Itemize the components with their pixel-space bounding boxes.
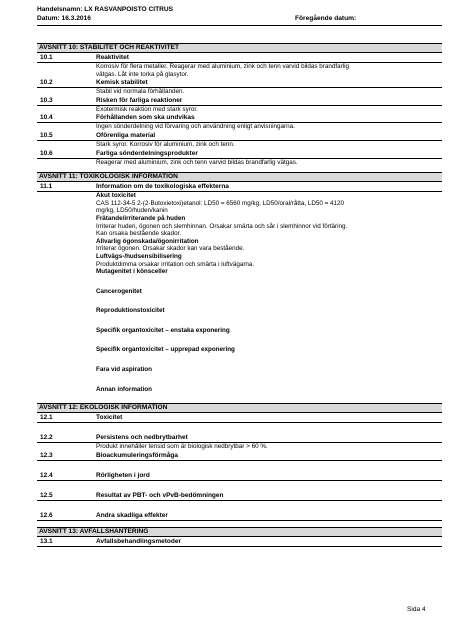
subsection-number: 12.4 — [40, 471, 53, 479]
text-line: Exotermisk reaktion med stark syror. — [96, 105, 198, 113]
mutagenicity-title: Mutagenitet i könsceller — [96, 268, 168, 276]
subsection-number: 10.6 — [40, 149, 53, 157]
subsection-10-2-text — [37, 88, 442, 96]
reproductive-toxicity-title: Reproduktionstoxicitet — [96, 307, 165, 315]
text-line: Irriterar huden, ögonen och slemhinnan. Orsakar smärta och sår i slemhinnor vid förtäring. — [96, 222, 348, 230]
other-info-title: Annan information — [96, 385, 152, 393]
section-11-heading: AVSNITT 11: TOXIKOLOGISK INFORMATION — [37, 172, 442, 182]
text-line: Kan orsaka bestående skador. — [96, 230, 182, 238]
subsection-12-4 — [37, 471, 442, 481]
text-line: Stabil vid normala förhållanden. — [96, 88, 185, 96]
subsection-number: 10.3 — [40, 96, 53, 104]
subsection-10-4-text — [37, 123, 442, 131]
subsection-number: 12.5 — [40, 491, 53, 499]
subsection-12-3 — [37, 451, 442, 461]
subsection-title: Risken för farliga reaktioner — [96, 96, 183, 104]
subsection-13-1 — [37, 537, 442, 547]
subsection-number: 10.1 — [40, 54, 53, 61]
subsection-title: Information om de toxikologiska effekterna — [96, 183, 229, 191]
subsection-12-6 — [37, 511, 442, 521]
subsection-title: Andra skadliga effekter — [96, 511, 168, 519]
subsection-12-5 — [37, 491, 442, 501]
text-line: Stark syror. Korrosiv för aluminium, zink och tenn. — [96, 140, 235, 148]
subsection-10-5 — [37, 131, 442, 141]
acute-toxicity-title: Akut toxicitet — [96, 192, 136, 200]
document-content — [37, 43, 442, 547]
header-divider — [37, 25, 442, 26]
subsection-number: 12.2 — [40, 434, 53, 442]
subsection-title: Avfallsbehandlingsmetoder — [96, 537, 181, 545]
subsection-10-1-text — [37, 63, 442, 78]
text-line: Produktdimma orsakar irritation och smärta i luftvägarna. — [96, 260, 255, 268]
subsection-number: 12.1 — [40, 414, 53, 422]
text-line: Produkt innehåller tensid som är biologisk nedbrytbar > 60 %. — [96, 443, 268, 451]
subsection-12-1 — [37, 413, 442, 423]
document-date: Datum: 16.3.2016 — [37, 15, 91, 22]
carcinogenicity-title: Cancerogenitet — [96, 287, 142, 295]
aspiration-title: Fara vid aspiration — [96, 366, 152, 374]
subsection-title: Reaktivitet — [96, 54, 129, 61]
text-line: mg/kg, LD50/huden/kanin — [96, 207, 168, 215]
text-line: CAS 112-34-5 2-(2-Butoxietoxi)etanol: LD50 = 6560 mg/kg, LD50/oral/råtta, LD50 = 4120 — [96, 199, 345, 207]
subsection-number: 13.1 — [40, 537, 53, 545]
section-12-heading: AVSNITT 12: EKOLOGISK INFORMATION — [37, 403, 442, 413]
subsection-title: Resultat av PBT- och vPvB-bedömningen — [96, 491, 224, 499]
subsection-10-3 — [37, 96, 442, 106]
subsection-number: 10.2 — [40, 79, 53, 87]
document-header — [37, 5, 437, 23]
subsection-11-1-text — [37, 192, 442, 393]
stot-single-title: Specifik organtoxicitet – enstaka exponering — [96, 326, 230, 334]
subsection-number: 11.1 — [40, 183, 53, 191]
text-line: Irriterar ögonen. Orsakar skador kan vara bestående. — [96, 245, 245, 253]
subsection-10-4 — [37, 113, 442, 123]
date-row — [37, 14, 437, 23]
subsection-12-2 — [37, 433, 442, 443]
subsection-10-6-text — [37, 159, 442, 167]
subsection-title: Kemisk stabilitet — [96, 79, 148, 87]
product-name: Handelsnamn: LX RASVANPOISTO CITRUS — [37, 6, 174, 13]
subsection-title: Toxicitet — [96, 414, 123, 422]
subsection-number: 12.6 — [40, 511, 53, 519]
text-line: Reagerar med aluminium, zink och tenn varvid bildas brandfarlig vätgas. — [96, 158, 298, 166]
subsection-title: Förhållanden som ska undvikas — [96, 114, 195, 122]
subsection-title: Persistens och nedbrytbarhet — [96, 434, 188, 442]
subsection-number: 12.3 — [40, 451, 53, 459]
subsection-11-1 — [37, 182, 442, 192]
subsection-number: 10.5 — [40, 131, 53, 139]
subsection-10-2 — [37, 78, 442, 88]
subsection-title: Rörligheten i jord — [96, 471, 150, 479]
text-line: Korrosiv för flera metaller. Reagerar med aluminium, zink och tenn varvid bildas brandfarlig — [96, 63, 350, 70]
subsection-10-5-text — [37, 141, 442, 149]
subsection-number: 10.4 — [40, 114, 53, 122]
text-line: Ingen sönderdelning vid förvaring och användning enligt anvisningarna. — [96, 123, 295, 131]
section-13-heading: AVSNITT 13: AVFALLSHANTERING — [37, 527, 442, 537]
page-number: Sida 4 — [407, 606, 426, 613]
skin-irritation-title: Frätande/irriterande på huden — [96, 214, 186, 222]
subsection-title: Bioackumuleringsförmåga — [96, 451, 178, 459]
subsection-title: Farliga sönderdelningsprodukter — [96, 149, 198, 157]
subsection-10-3-text — [37, 106, 442, 114]
sensitisation-title: Luftvägs-/hudsensibilisering — [96, 252, 182, 260]
text-line: vätgas. Låt inte torka på glasytor. — [96, 70, 189, 78]
subsection-10-6 — [37, 149, 442, 159]
subsection-12-2-text — [37, 443, 442, 451]
stot-repeated-title: Specifik organtoxicitet – upprepad exponering — [96, 346, 235, 354]
section-10-heading: AVSNITT 10: STABILITET OCH REAKTIVITET — [37, 43, 442, 53]
subsection-10-1 — [37, 53, 442, 63]
eye-damage-title: Allvarlig ögonskada/ögonirritation — [96, 237, 199, 245]
subsection-title: Oförenliga material — [96, 131, 156, 139]
previous-date: Föregående datum: — [295, 15, 357, 22]
